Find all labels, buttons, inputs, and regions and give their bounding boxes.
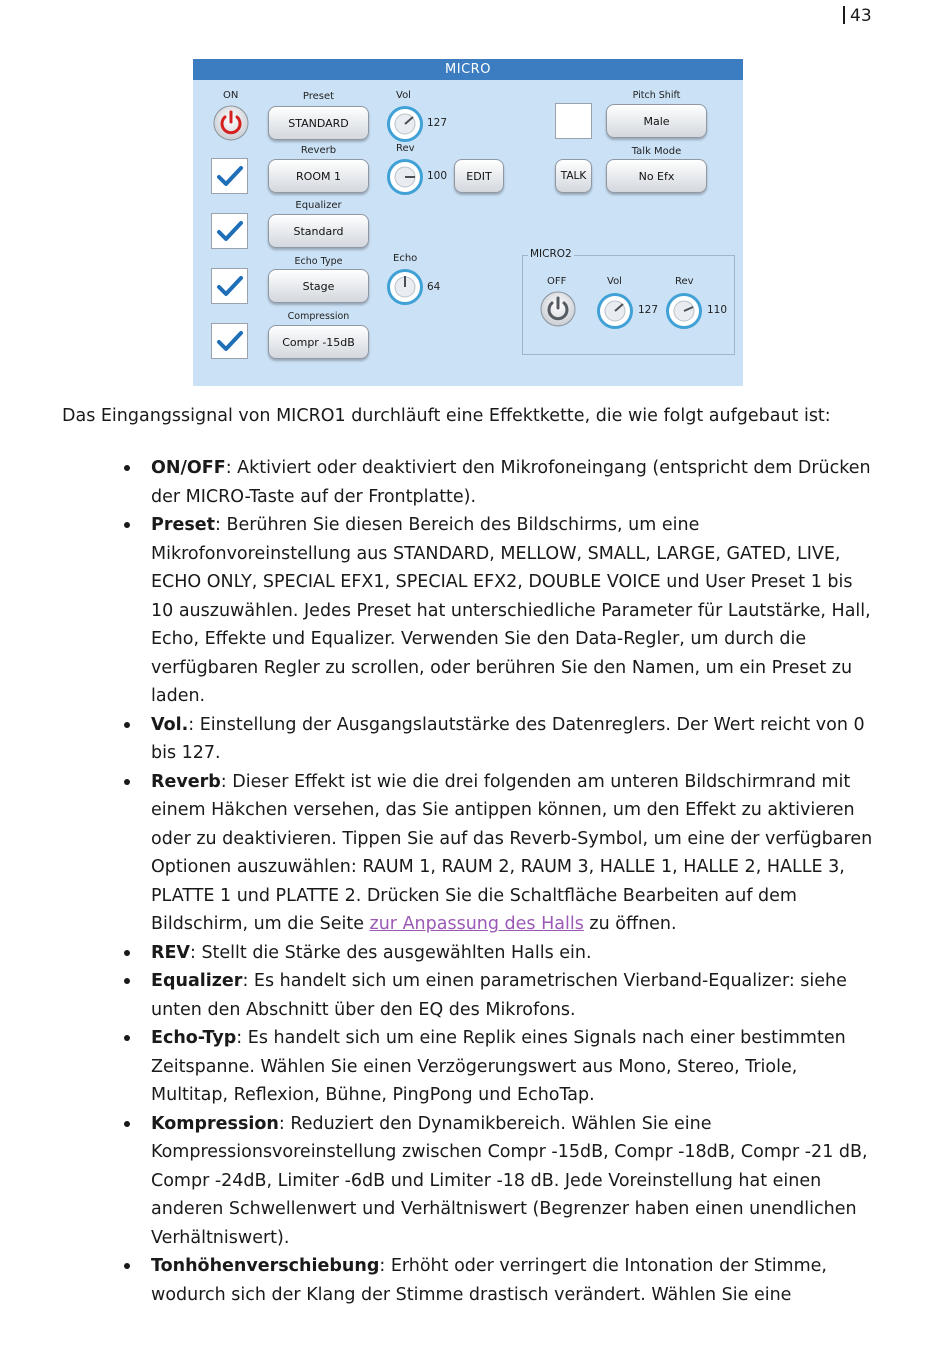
vol-value: 127 <box>427 117 448 129</box>
page-number: 43 <box>843 6 872 26</box>
micro2-vol-value: 127 <box>638 304 659 316</box>
echo-type-label: Echo Type <box>294 256 343 267</box>
compression-label: Compression <box>287 311 350 322</box>
pitch-shift-button[interactable]: Male <box>606 104 707 138</box>
echo-knob-icon[interactable] <box>387 269 423 305</box>
talk-mode-label: Talk Mode <box>631 146 682 157</box>
list-item-tonhoehe: Tonhöhenverschiebung: Erhöht oder verringert die Intonation der Stimme, wodurch sich der Klang der Stimme drastisch verändert. Wählen Sie eine <box>151 1252 875 1309</box>
edit-button[interactable]: EDIT <box>454 159 504 193</box>
compression-checkbox[interactable] <box>211 323 248 359</box>
compression-button[interactable]: Compr -15dB <box>268 325 369 359</box>
checkmark-icon <box>216 329 244 353</box>
echo-label: Echo <box>393 253 418 264</box>
reverb-settings-link[interactable]: zur Anpassung des Halls <box>369 914 584 934</box>
rev-value: 100 <box>427 170 448 182</box>
pitch-shift-label: Pitch Shift <box>632 90 681 101</box>
rev-knob-icon[interactable] <box>387 159 423 195</box>
list-item-on-off: ON/OFF: Aktiviert oder deaktiviert den Mikrofoneingang (entspricht dem Drücken der MICRO-Taste auf der Frontplatte). <box>151 454 875 511</box>
talk-mode-button[interactable]: No Efx <box>606 159 707 193</box>
vol-knob-icon[interactable] <box>387 106 423 142</box>
micro2-power-icon[interactable] <box>540 291 576 327</box>
list-item-preset: Preset: Berühren Sie diesen Bereich des Bildschirms, um eine Mikrofonvoreinstellung aus STANDARD, MELLOW, SMALL, LARGE, GATED, LIVE, ECHO ONLY, SPECIAL EFX1, SPECIAL EFX2, DOUBLE VOICE und User Preset 1 bis 10 auszuwählen. Jedes Preset hat unterschiedliche Parameter für Lautstärke, Hall, Echo, Effekte und Equalizer. Verwenden Sie den Data-Regler, um durch die verfügbaren Regler zu scrollen, oder berühren Sie den Namen, um ein Preset zu laden. <box>151 511 875 711</box>
power-icon[interactable] <box>213 105 249 141</box>
list-item-rev: REV: Stellt die Stärke des ausgewählten Halls ein. <box>151 939 875 968</box>
list-item-kompression: Kompression: Reduziert den Dynamikbereich. Wählen Sie eine Kompressionsvoreinstellung zwischen Compr -15dB, Compr -18dB, Compr -21 dB, Compr -24dB, Limiter -6dB und Limiter -18 dB. Jede Voreinstellung hat einen anderen Schwellenwert und Verhältniswert (Begrenzer haben einen unendlichen Verhältniswert). <box>151 1110 875 1253</box>
echo-type-button[interactable]: Stage <box>268 269 369 303</box>
echo-value: 64 <box>427 281 441 293</box>
echo-checkbox[interactable] <box>211 268 248 304</box>
micro2-title: MICRO2 <box>530 248 572 260</box>
intro-paragraph: Das Eingangssignal von MICRO1 durchläuft eine Effektkette, die wie folgt aufgebaut ist: <box>62 406 831 426</box>
micro2-vol-label: Vol <box>607 276 622 287</box>
rev-label: Rev <box>396 143 415 154</box>
reverb-button[interactable]: ROOM 1 <box>268 159 369 193</box>
vol-label: Vol <box>396 90 411 101</box>
list-item-echo-typ: Echo-Typ: Es handelt sich um eine Replik eines Signals nach einer bestimmten Zeitspanne. Wählen Sie einen Verzögerungswert aus Mono, Stereo, Triole, Multitap, Reflexion, Bühne, PingPong und EchoTap. <box>151 1024 875 1110</box>
on-label: ON <box>223 90 239 101</box>
equalizer-label: Equalizer <box>295 200 342 211</box>
list-item-reverb: Reverb: Dieser Effekt ist wie die drei folgenden am unteren Bildschirmrand mit einem Häkchen versehen, das Sie antippen können, um den Effekt zu aktivieren oder zu deaktivieren. Tippen Sie auf das Reverb-Symbol, um eine der verfügbaren Optionen auszuwählen: RAUM 1, RAUM 2, RAUM 3, HALLE 1, HALLE 2, HALLE 3, PLATTE 1 und PLATTE 2. Drücken Sie die Schaltfläche Bearbeiten auf dem Bildschirm, um die Seite zur Anpassung des Halls zu öffnen. <box>151 768 875 939</box>
equalizer-button[interactable]: Standard <box>268 214 369 248</box>
list-item-vol: Vol.: Einstellung der Ausgangslautstärke des Datenreglers. Der Wert reicht von 0 bis 127. <box>151 711 875 768</box>
talk-button[interactable]: TALK <box>555 159 592 193</box>
panel-title: MICRO <box>193 59 743 80</box>
pitch-shift-toggle[interactable] <box>555 103 592 139</box>
checkmark-icon <box>216 219 244 243</box>
equalizer-checkbox[interactable] <box>211 213 248 249</box>
micro2-vol-knob-icon[interactable] <box>597 293 633 329</box>
micro2-rev-knob-icon[interactable] <box>666 293 702 329</box>
micro2-off-label: OFF <box>547 276 567 287</box>
checkmark-icon <box>216 274 244 298</box>
reverb-label: Reverb <box>300 145 337 156</box>
micro2-rev-value: 110 <box>707 304 728 316</box>
checkmark-icon <box>216 164 244 188</box>
list-item-equalizer: Equalizer: Es handelt sich um einen parametrischen Vierband-Equalizer: siehe unten den Abschnitt über den EQ des Mikrofons. <box>151 967 875 1024</box>
micro2-rev-label: Rev <box>675 276 694 287</box>
preset-button[interactable]: STANDARD <box>268 106 369 140</box>
preset-label: Preset <box>302 91 335 102</box>
reverb-checkbox[interactable] <box>211 158 248 194</box>
effect-chain-list <box>151 454 875 1309</box>
